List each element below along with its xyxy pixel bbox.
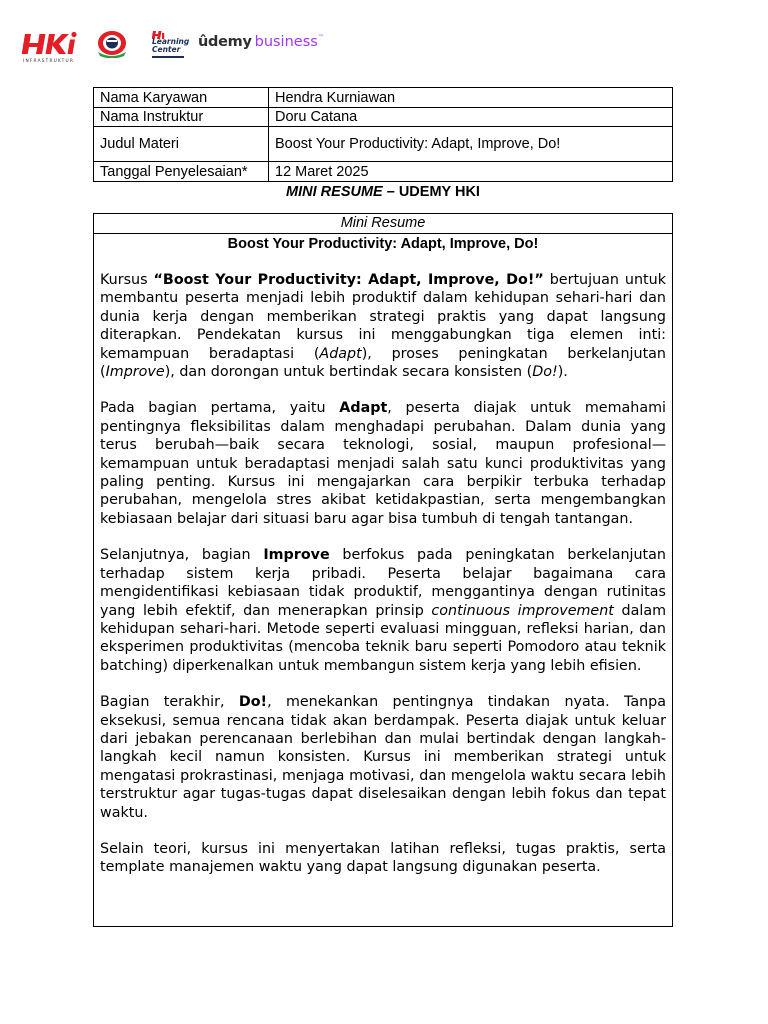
text-run-bold: “Boost Your Productivity: Adapt, Improve, Do!”: [153, 272, 544, 288]
learning-center-line2: Center: [152, 45, 181, 54]
text-run-italic: Adapt: [319, 345, 362, 362]
paragraph-closing: [100, 840, 666, 877]
text-run: dalam kehidupan sehari-hari. Metode seperti evaluasi mingguan, refleksi harian, dan eksperimen produktivitas (mencoba teknik baru seperti Pomodoro atau teknik batching) diperkenalkan untuk membangun sistem kerja yang lebih efisien.: [100, 602, 667, 674]
table-row: [94, 108, 673, 127]
text-run: Kursus: [100, 272, 154, 288]
mini-resume-body: [94, 235, 672, 877]
text-run: , menekankan pentingnya tindakan nyata. Tanpa eksekusi, semua rencana tidak akan berdampak. Peserta diajak untuk keluar dari jebakan perencanaan berlebihan dan mulai bertindak dengan langkah-langkah kecil namun konsisten. Kursus ini memberikan strategi untuk mengatasi prokrastinasi, menjaga motivasi, dan mengelola waktu secara lebih terstruktur agar tugas-tugas dapat diselesaikan dengan lebih fokus dan tepat waktu.: [100, 694, 666, 821]
text-run: bertujuan untuk membantu peserta menjadi lebih produktif dalam kehidupan sehari-hari dan dunia kerja dengan memberikan strategi praktis yang dapat langsung diterapkan. Pendekatan kursus ini menggabungkan tiga elemen inti: kemampuan beradaptasi (: [100, 272, 667, 362]
text-run: ), dan dorongan untuk bertindak secara konsisten (: [164, 364, 533, 381]
table-row: [94, 88, 673, 108]
paragraph-improve: [100, 546, 666, 675]
text-run-italic: Do!: [532, 364, 558, 381]
paragraph-do: [100, 693, 666, 822]
instructor-name-label: Nama Instruktur: [94, 108, 269, 127]
paragraph-adapt: [100, 399, 666, 528]
instructor-name-value: Doru Catana: [269, 108, 673, 127]
employee-name-label: Nama Karyawan: [94, 88, 269, 108]
learning-center-underline: [152, 56, 184, 58]
text-run-italic: Improve: [105, 364, 165, 381]
hki-logo: [22, 30, 90, 64]
text-run: ), proses peningkatan berkelanjutan (: [100, 345, 666, 381]
paragraph-intro: [100, 271, 666, 381]
document-title-italic: MINI RESUME: [286, 184, 383, 200]
text-run-bold: Do!: [238, 694, 268, 711]
text-run: Pada bagian pertama, yaitu: [100, 400, 340, 417]
text-run: Selain teori, kursus ini menyertakan latihan refleksi, tugas praktis, serta template manajemen waktu yang dapat langsung digunakan peserta.: [100, 840, 666, 876]
hki-logo-subtext: INFRASTRUKTUR: [23, 59, 75, 64]
text-run-bold: Adapt: [339, 400, 388, 417]
text-run-italic: continuous improvement: [431, 602, 614, 619]
udemy-business-logo: [198, 34, 324, 50]
text-run-bold: Improve: [263, 547, 330, 564]
globe-badge-icon: [96, 30, 128, 58]
document-title-rest: – UDEMY HKI: [382, 184, 480, 200]
learning-center-text: [152, 38, 189, 54]
mini-resume-header: Mini Resume: [94, 214, 672, 234]
udemy-wordmark: ûdemy: [198, 34, 252, 50]
employee-name-value: Hendra Kurniawan: [269, 88, 673, 108]
learning-center-line1: Learning: [152, 37, 190, 46]
resume-course-title: Boost Your Productivity: Adapt, Improve, Do!: [227, 236, 539, 252]
text-run: ).: [557, 364, 568, 381]
trademark-symbol: ™: [317, 34, 324, 41]
table-row: [94, 162, 673, 182]
employee-info-table: [93, 87, 673, 182]
document-title: [93, 184, 673, 200]
course-title-value: Boost Your Productivity: Adapt, Improve, Do!: [269, 127, 673, 162]
mini-resume-box: [93, 213, 673, 927]
course-title-label: Judul Materi: [94, 127, 269, 162]
table-row: [94, 127, 673, 162]
text-run: berfokus pada peningkatan berkelanjutan terhadap sistem kerja pribadi. Peserta belajar bagaimana cara mengidentifikasi kebiasaan tidak produktif, menggantinya dengan rutinitas yang lebih efektif, dan menerapkan prinsip: [100, 547, 666, 619]
text-run: Bagian terakhir,: [100, 694, 239, 711]
text-run: Selanjutnya, bagian: [100, 547, 264, 564]
text-run: , peserta diajak untuk memahami pentingnya fleksibilitas dalam menghadapi perubahan. Dalam dunia yang terus berubah—baik secara teknologi, sosial, maupun profesional—kemampuan untuk beradaptasi menjadi salah satu kunci produktivitas yang paling penting. Kursus ini mengajarkan cara berpikir terbuka terhadap perubahan, mengelola stres akibat ketidakpastian, serta mengembangkan kebiasaan belajar dari situasi baru agar bisa tumbuh di tengah tantangan.: [100, 400, 667, 527]
completion-date-value: 12 Maret 2025: [269, 162, 673, 182]
udemy-business-word: business: [254, 34, 318, 50]
learning-center-logo: [138, 30, 188, 64]
completion-date-label: Tanggal Penyelesaian*: [94, 162, 269, 182]
